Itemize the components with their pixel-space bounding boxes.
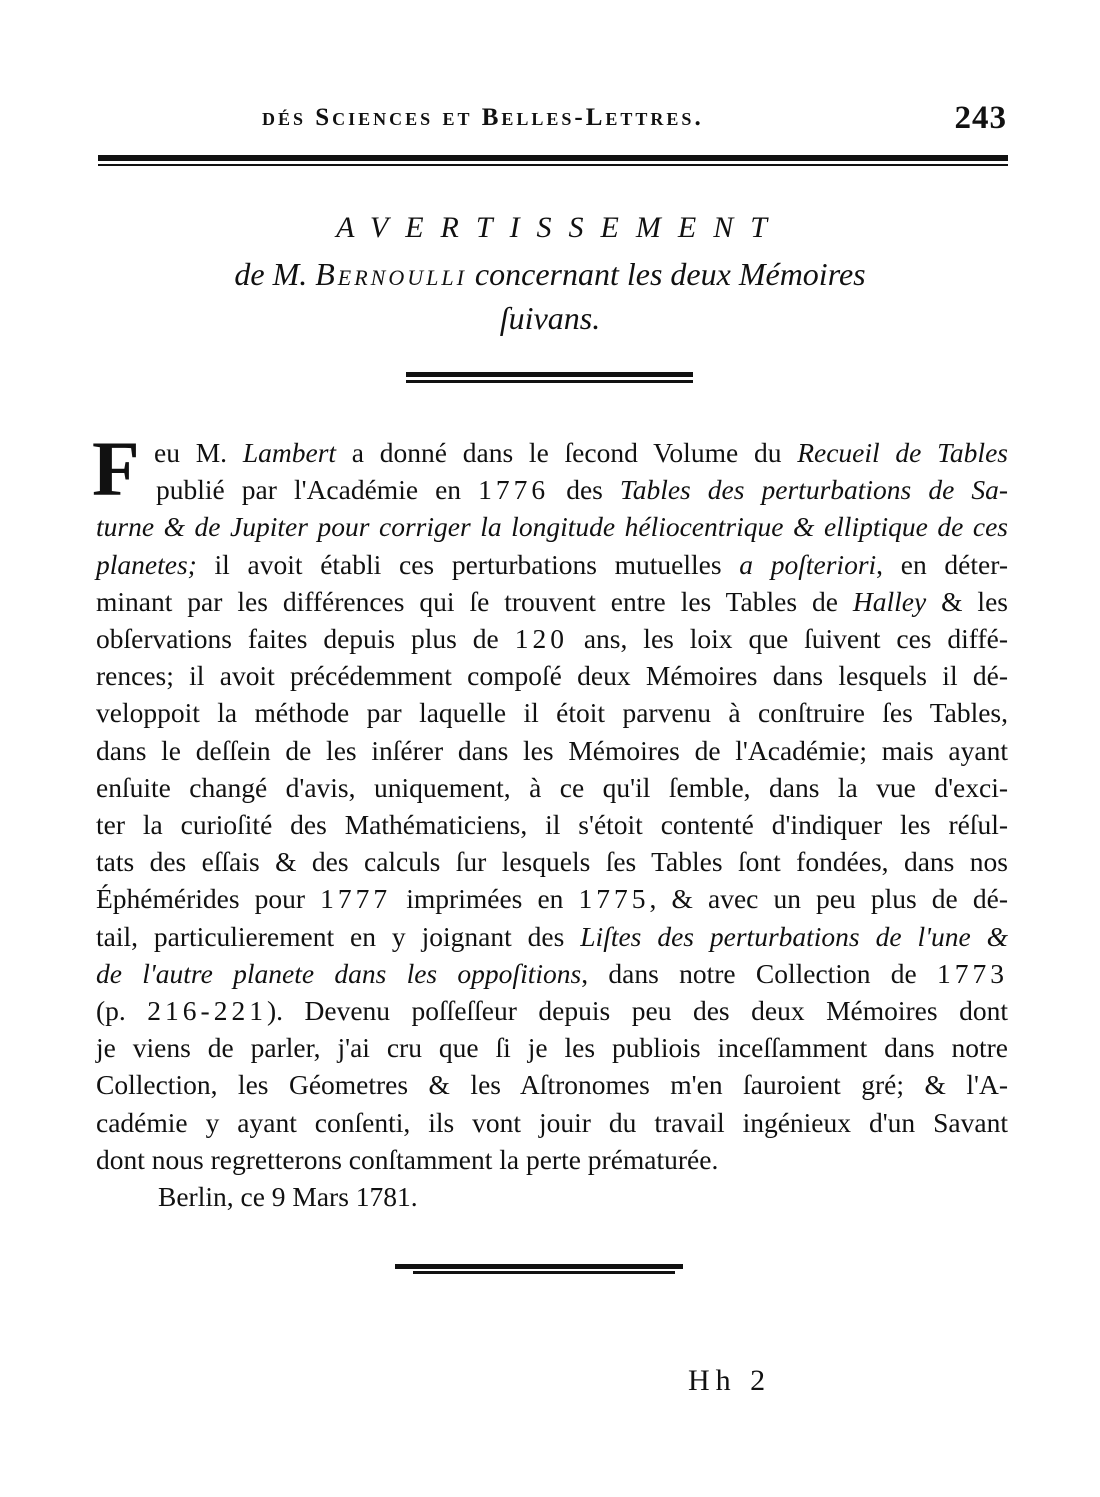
text-span: ans, les loix que ſuivent ces diffé-: [567, 623, 1008, 655]
heading-rule: [406, 372, 693, 384]
numeral-span: 216-221: [147, 995, 267, 1027]
text-line: [96, 546, 1008, 583]
text-line: [96, 806, 1008, 843]
numeral-span: 1777: [320, 883, 392, 915]
numeral-span: 1776: [478, 474, 550, 506]
header-rule: [98, 155, 1008, 168]
text-span: ). Devenu poſſeſſeur depuis peu des deux Mémoires dont: [266, 995, 1008, 1027]
text-line: [96, 1029, 1008, 1066]
text-line: [96, 955, 1008, 992]
italic-span: Liſtes des perturbations de l'une &: [580, 920, 1008, 952]
text-span: ter la curioſité des Mathématiciens, il s'étoit contenté d'indiquer les réſul-: [96, 809, 1008, 841]
text-span: enſuite changé d'avis, uniquement, à ce qu'il ſemble, dans la vue d'exci-: [96, 771, 1008, 803]
text-line: [96, 508, 1008, 545]
text-span: Collection, les Géometres & les Aſtronomes m'en ſauroient gré; & l'A-: [96, 1069, 1008, 1101]
signature-mark: Hh 2: [688, 1364, 772, 1397]
text-span: dans le deſſein de les inſérer dans les Mémoires de l'Académie; mais ayant: [96, 734, 1008, 766]
italic-span: a poſteriori: [739, 548, 877, 580]
body-paragraph: [92, 425, 1008, 1215]
text-line: [96, 694, 1008, 731]
text-line: [96, 434, 1008, 471]
text-span: imprimées en: [391, 883, 579, 915]
text-line: [96, 1141, 1008, 1178]
footer-rule: [395, 1264, 683, 1276]
text-span: tail, particulierement en y joignant des: [96, 920, 581, 952]
italic-span: Recueil de Tables: [797, 437, 1008, 468]
heading-sub-suffix: concernant les deux Mémoires: [474, 256, 866, 292]
text-span: des: [549, 474, 620, 506]
running-head: [262, 100, 1007, 140]
text-span: , & avec un peu plus de dé-: [649, 883, 1008, 915]
text-line: [96, 620, 1008, 657]
text-line: [96, 769, 1008, 806]
italic-span: turne & de Jupiter pour corriger la longitude héliocentrique & elliptique de ces: [96, 511, 1008, 543]
text-span: publié par l'Académie en: [156, 474, 479, 506]
text-line: [96, 732, 1008, 769]
text-line: [96, 1104, 1008, 1141]
text-span: rences; il avoit précédemment compoſé deux Mémoires dans lesquels il dé-: [96, 660, 1008, 692]
running-head-title: dés Sciences et Belles-Lettres.: [262, 104, 704, 131]
text-span: a donné dans le ſecond Volume du: [336, 437, 798, 468]
italic-span: Tables des perturbations de Sa-: [619, 474, 1008, 506]
text-span: obſervations faites depuis plus de: [96, 623, 515, 655]
body-lines: [96, 434, 1008, 1178]
text-span: , en déter-: [876, 548, 1008, 580]
text-span: veloppoit la méthode par laquelle il étoit parvenu à conſtruire ſes Tables,: [96, 697, 1008, 729]
text-line: [96, 880, 1008, 917]
text-span: eu M.: [154, 437, 243, 468]
text-span: Éphémérides pour: [96, 883, 321, 915]
page-number: 243: [954, 100, 1007, 136]
text-span: (p.: [96, 995, 148, 1027]
italic-span: de l'autre planete dans les oppoſitions: [96, 957, 582, 989]
text-span: dont nous regretterons conſtamment la perte prématurée.: [96, 1143, 719, 1175]
numeral-span: 120: [514, 623, 568, 655]
article-heading: [90, 205, 1010, 339]
heading-sub-prefix: de M.: [234, 256, 308, 292]
text-span: il avoit établi ces perturbations mutuelles: [196, 548, 740, 580]
text-line: [96, 583, 1008, 620]
text-line: [96, 1066, 1008, 1103]
heading-title: AVERTISSEMENT: [336, 211, 784, 244]
signoff-line: Berlin, ce 9 Mars 1781.: [158, 1181, 418, 1213]
italic-span: Lambert: [242, 437, 337, 468]
text-line: [96, 657, 1008, 694]
text-span: cadémie y ayant conſenti, ils vont jouir du travail ingénieux d'un Savant: [96, 1106, 1008, 1138]
text-span: & les: [926, 585, 1008, 617]
text-span: tats des eſſais & des calculs ſur lesquels ſes Tables ſont fondées, dans nos: [96, 846, 1008, 878]
heading-subtitle: [90, 251, 1010, 297]
numeral-span: 1775: [578, 883, 650, 915]
text-line: [96, 843, 1008, 880]
italic-span: planetes;: [96, 548, 197, 580]
heading-author: Bernoulli: [315, 256, 467, 292]
text-span: minant par les différences qui ſe trouvent entre les Tables de: [96, 585, 853, 617]
text-span: je viens de parler, j'ai cru que ſi je les publiois inceſſamment dans notre: [96, 1032, 1008, 1064]
text-line: [96, 471, 1008, 508]
italic-span: Halley: [852, 585, 927, 617]
heading-subtitle-line2: ſuivans.: [499, 300, 601, 336]
text-line: [96, 992, 1008, 1029]
drop-cap: F: [92, 425, 140, 512]
numeral-span: 1773: [937, 957, 1008, 989]
text-span: , dans notre Collection de: [581, 957, 937, 989]
text-line: [96, 918, 1008, 955]
